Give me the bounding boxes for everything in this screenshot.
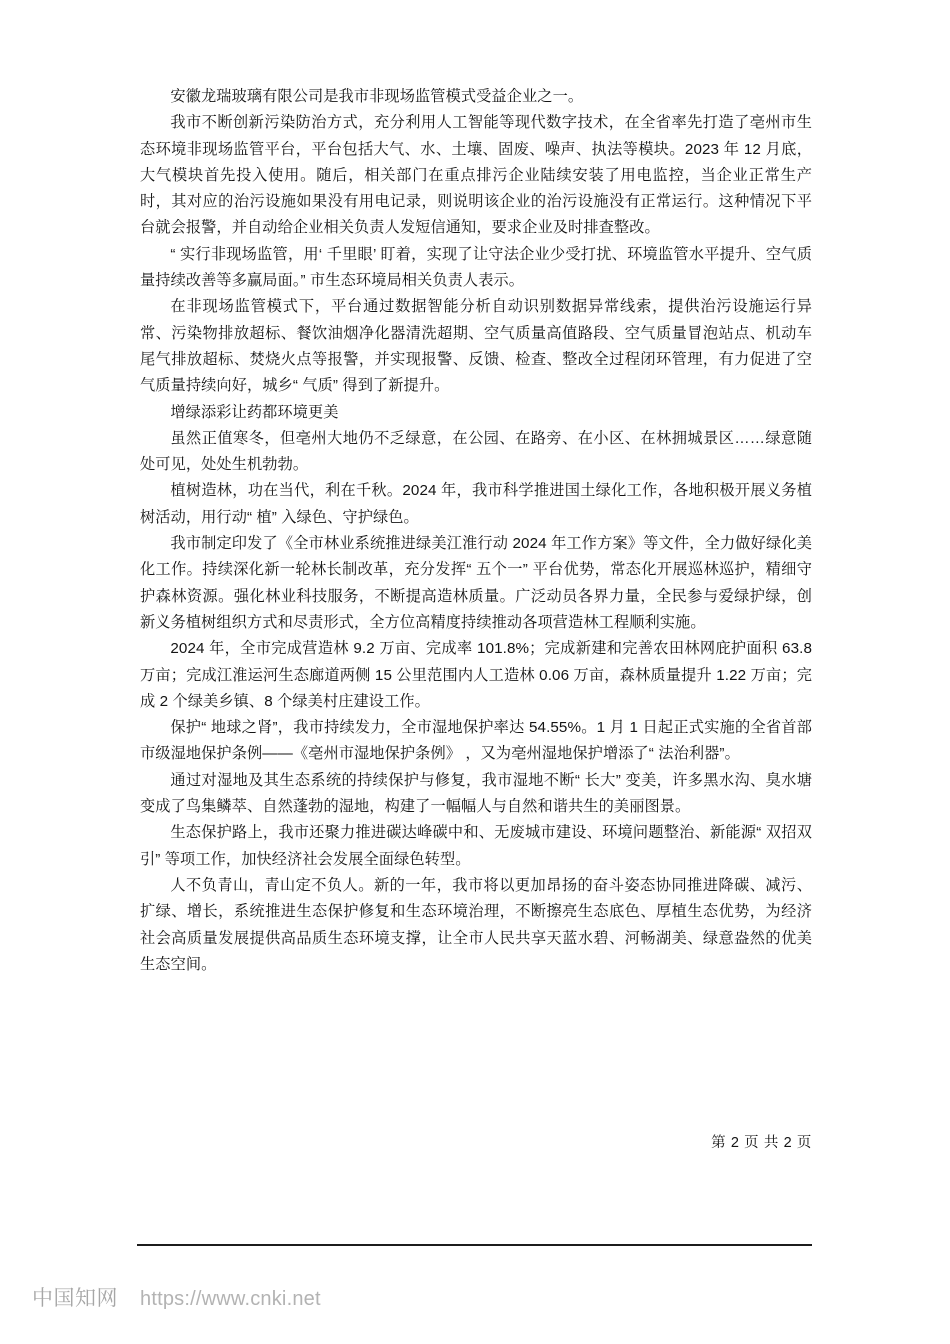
paragraph: 我市制定印发了《全市林业系统推进绿美江淮行动 2024 年工作方案》等文件，全力做好绿化美化工作。持续深化新一轮林长制改革，充分发挥“ 五个一” 平台优势，常态化开展巡林巡护，精细守护森林资源。强化林业科技服务，不断提高造林质量。广泛动员各界力量，全民参与爱绿护绿，创新义务植树组织方式和尽责形式，全方位高精度持续推动各项营造林工程顺利实施。 (140, 535, 812, 631)
paragraph: 生态保护路上，我市还聚力推进碳达峰碳中和、无废城市建设、环境问题整治、新能源“ 双招双引” 等项工作，加快经济社会发展全面绿色转型。 (140, 824, 812, 868)
section-heading: 增绿添彩让药都环境更美 (170, 403, 339, 421)
page-number-footer: 第 2 页 共 2 页 (711, 1135, 812, 1151)
cnki-watermark (32, 1288, 321, 1309)
paragraph: 安徽龙瑞玻璃有限公司是我市非现场监管模式受益企业之一。 (170, 88, 584, 105)
paragraph: 通过对湿地及其生态系统的持续保护与修复，我市湿地不断“ 长大” 变美，许多黑水沟、臭水塘变成了鸟集鳞萃、自然蓬勃的湿地，构建了一幅幅人与自然和谐共生的美丽图景。 (140, 771, 812, 816)
paragraph: 虽然正值寒冬，但亳州大地仍不乏绿意，在公园、在路旁、在小区、在林拥城景区……绿意随处可见，处处生机勃勃。 (140, 429, 812, 474)
paragraph: 人不负青山，青山定不负人。新的一年，我市将以更加昂扬的奋斗姿态协同推进降碳、减污、扩绿、增长，系统推进生态保护修复和生态环境治理，不断擦亮生态底色、厚植生态优势，为经济社会高质量发展提供高品质生态环境支撑，让全市人民共享天蓝水碧、河畅湖美、绿意盎然的优美生态空间。 (140, 876, 812, 973)
paragraph: 植树造林，功在当代，利在千秋。2024 年，我市科学推进国土绿化工作，各地积极开展义务植树活动，用行动“ 植” 入绿色、守护绿色。 (140, 482, 812, 526)
paragraph: 保护“ 地球之肾”，我市持续发力，全市湿地保护率达 54.55%。1 月 1 日起正式实施的全省首部市级湿地保护条例——《亳州市湿地保护条例》 ，又为亳州湿地保护增添了“ 法治利器”。 (140, 719, 812, 763)
document-body (140, 84, 812, 978)
paragraph: “ 实行非现场监管，用‘ 千里眼’ 盯着，实现了让守法企业少受打扰、环境监管水平提升、空气质量持续改善等多赢局面。” 市生态环境局相关负责人表示。 (140, 245, 812, 290)
paragraph: 2024 年，全市完成营造林 9.2 万亩、完成率 101.8%；完成新建和完善农田林网庇护面积 63.8 万亩；完成江淮运河生态廊道两侧 15 公里范围内人工造林 0.06 万亩，森林质量提升 1.22 万亩；完成 2 个绿美乡镇、8 个绿美村庄建设工作。 (140, 640, 812, 710)
cnki-brand-label: 中国知网 (32, 1286, 118, 1310)
footer-divider (137, 1244, 812, 1246)
paragraph: 我市不断创新污染防治方式，充分利用人工智能等现代数字技术，在全省率先打造了亳州市生态环境非现场监管平台，平台包括大气、水、土壤、固废、噪声、执法等模块。2023 年 12 月底，大气模块首先投入使用。随后，相关部门在重点排污企业陆续安装了用电监控，当企业正常生产时，其对应的治污设施如果没有用电记录，则说明该企业的治污设施没有正常运行。这种情况下平台就会报警，并自动给企业相关负责人发短信通知，要求企业及时排查整改。 (140, 114, 812, 237)
cnki-url-label: https://www.cnki.net (140, 1287, 321, 1310)
paragraph: 在非现场监管模式下，平台通过数据智能分析自动识别数据异常线索，提供治污设施运行异常、污染物排放超标、餐饮油烟净化器清洗超期、空气质量高值路段、空气质量冒泡站点、机动车尾气排放超标、焚烧火点等报警，并实现报警、反馈、检查、整改全过程闭环管理，有力促进了空气质量持续向好，城乡“ 气质” 得到了新提升。 (140, 298, 812, 395)
